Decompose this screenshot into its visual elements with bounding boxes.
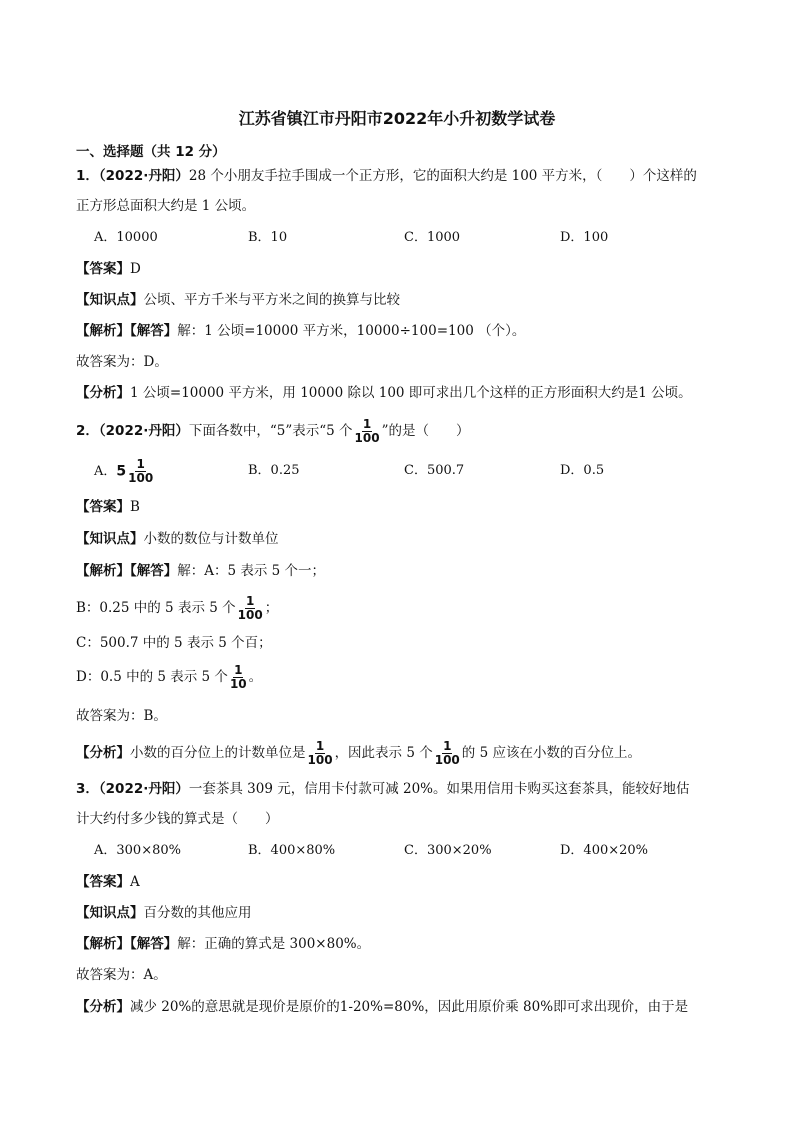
fraction-one-tenth: $\frac{1}{10}$ [229, 663, 247, 691]
q1-knowledge-point: 【知识点】公顷、平方千米与平方米之间的换算与比较 [76, 292, 400, 308]
q2-option-c: C．500.7 [404, 463, 465, 478]
q2-analysis: 【解析】【解答】解：A：5 表示 5 个一； [76, 563, 326, 579]
q3-stem-line1: 3．（2022·丹阳）一套茶具 309 元，信用卡付款可减 20%。如果用信用卡购买这套茶具，能较好地估 [76, 781, 690, 797]
q1-option-b: B．10 [248, 230, 288, 245]
q1-answer: 【答案】D [76, 261, 141, 277]
q1-explanation: 【分析】1 公顷=10000 平方米，用 10000 除以 100 即可求出几个这样的正方形面积大约是1 公顷。 [76, 385, 692, 401]
q1-analysis: 【解析】【解答】解：1 公顷=10000 平方米，10000÷100=100 （个）。 [76, 323, 526, 339]
q1-option-a: A．10000 [94, 230, 158, 245]
q2-source: （2022·丹阳） [98, 423, 189, 439]
section-heading: 一、选择题（共 12 分） [76, 144, 226, 160]
q3-source: （2022·丹阳） [98, 781, 189, 797]
q2-explanation: 【分析】小数的百分位上的计数单位是 $\frac{1}{100}$ ，因此表示 5 个 $\frac{1}{100}$ 的 5 应该在小数的百分位上。 [76, 739, 641, 767]
q2-option-d: D．0.5 [560, 463, 605, 478]
page-title: 江苏省镇江市丹阳市2022年小升初数学试卷 [238, 109, 556, 128]
q2-stem: 2．（2022·丹阳）下面各数中，“5”表示“5 个 $\frac{1}{100}$ ”的是（ ） [76, 417, 470, 445]
q2-answer: 【答案】B [76, 499, 140, 515]
q2-analysis-b: B：0.25 中的 5 表示 5 个 $\frac{1}{100}$ ； [76, 594, 279, 622]
q3-analysis: 【解析】【解答】解：正确的算式是 300×80%。 [76, 936, 371, 952]
q1-stem-line1 [76, 166, 697, 186]
q2-conclusion: 故答案为：B。 [76, 708, 167, 724]
q3-number: 3． [76, 781, 99, 797]
fraction-one-hundredth: $\frac{1}{100}$ [354, 417, 380, 445]
q2-option-b: B．0.25 [248, 463, 300, 478]
q1-stem-line2: 正方形总面积大约是 1 公顷。 [76, 198, 256, 214]
q2-knowledge-point: 【知识点】小数的数位与计数单位 [76, 531, 279, 547]
q3-option-a: A．300×80% [94, 843, 181, 858]
fraction-one-hundredth: $\frac{1}{100}$ [237, 594, 263, 622]
q2-analysis-d: D：0.5 中的 5 表示 5 个 $\frac{1}{10}$ 。 [76, 663, 263, 691]
q3-explanation: 【分析】减少 20%的意思就是现价是原价的1-20%=80%，因此用原价乘 80%即可求出现价，由于是 [76, 999, 689, 1015]
q3-conclusion: 故答案为：A。 [76, 967, 167, 983]
q1-number: 1． [76, 168, 99, 184]
fraction-one-hundredth: $\frac{1}{100}$ [128, 457, 154, 485]
q1-text1: 28 个小朋友手拉手围成一个正方形，它的面积大约是 100 平方米，（ ）个这样的 [188, 168, 697, 184]
q1-option-d: D．100 [560, 230, 609, 245]
q3-stem-line2: 计大约付多少钱的算式是（ ） [76, 811, 279, 827]
q2-number: 2． [76, 423, 99, 439]
q3-option-c: C．300×20% [404, 843, 492, 858]
q3-option-d: D．400×20% [560, 843, 649, 858]
q1-conclusion: 故答案为：D。 [76, 354, 168, 370]
q3-option-b: B．400×80% [248, 843, 336, 858]
q2-option-a: A．5 $\frac{1}{100}$ [94, 457, 154, 485]
q2-analysis-c: C：500.7 中的 5 表示 5 个百； [76, 635, 272, 651]
q1-source: （2022·丹阳） [98, 168, 189, 184]
fraction-one-hundredth: $\frac{1}{100}$ [307, 739, 333, 767]
q3-knowledge-point: 【知识点】百分数的其他应用 [76, 905, 252, 921]
fraction-one-hundredth: $\frac{1}{100}$ [434, 739, 460, 767]
q1-option-c: C．1000 [404, 230, 461, 245]
q3-answer: 【答案】A [76, 874, 140, 890]
